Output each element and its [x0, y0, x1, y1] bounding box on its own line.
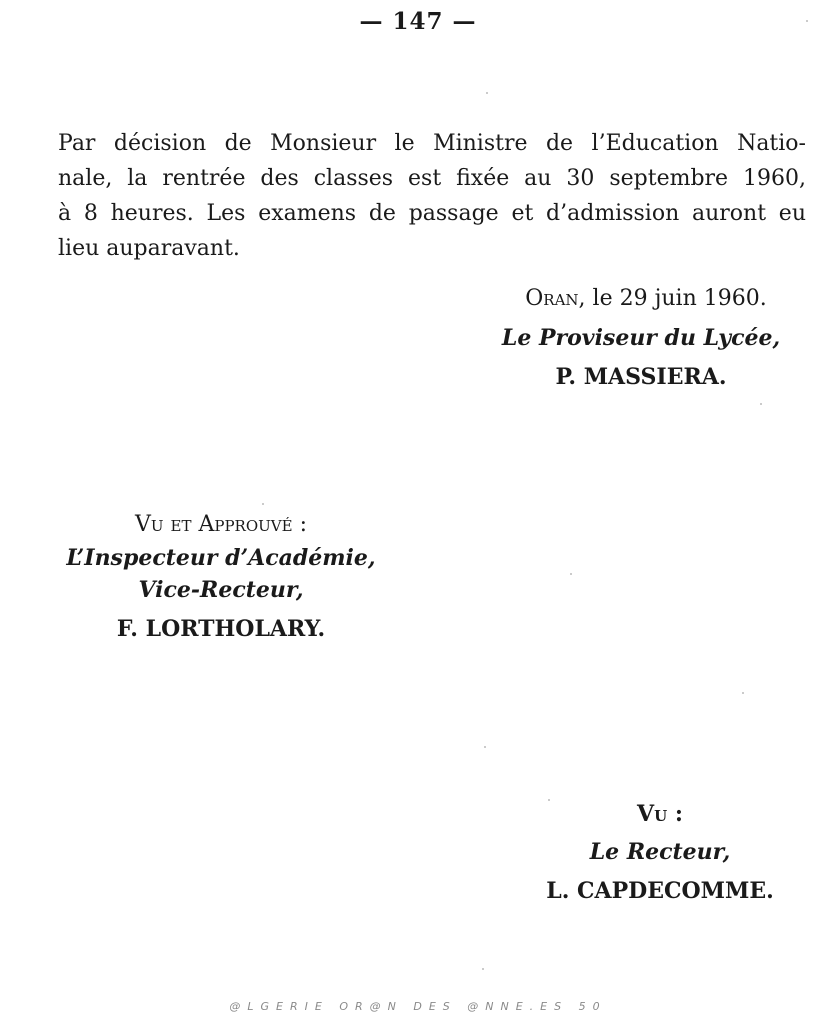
paragraph-line: Par décision de Monsieur le Ministre de l’Education Natio- — [58, 131, 806, 156]
proviseur-name: P. MASSIERA. — [555, 364, 727, 390]
scan-speck — [806, 20, 808, 22]
date-text: , le 29 juin 1960. — [578, 286, 767, 311]
paragraph-line: lieu auparavant. — [58, 236, 240, 261]
decision-paragraph — [58, 126, 806, 266]
proviseur-signature-block — [476, 282, 806, 394]
proviseur-title: Le Proviseur du Lycée, — [501, 325, 781, 351]
scan-speck — [482, 968, 484, 970]
scan-speck — [484, 746, 486, 748]
scan-speck — [486, 92, 488, 94]
scan-speck — [570, 573, 572, 575]
scan-speck — [548, 799, 550, 801]
seen-line: Vu : — [637, 801, 683, 827]
scan-speck — [262, 503, 264, 505]
scan-speck — [760, 403, 762, 405]
recteur-signature-block — [520, 795, 800, 911]
paragraph-line: à 8 heures. Les examens de passage et d’admission auront eu — [58, 201, 806, 226]
inspecteur-subtitle: Vice-Recteur, — [138, 577, 304, 603]
footer-watermark: @LGERIE OR@N DES @NNE.ES 50 — [229, 1000, 607, 1013]
page-number: — 147 — — [359, 8, 477, 35]
approval-line: Vu et Approuvé : — [135, 512, 307, 537]
recteur-title: Le Recteur, — [589, 839, 731, 865]
inspecteur-title: L’Inspecteur d’Académie, — [66, 545, 376, 571]
place-name: Oran — [525, 286, 579, 311]
place-date-line — [476, 282, 806, 316]
inspecteur-signature-block — [46, 507, 396, 651]
paragraph-line: nale, la rentrée des classes est fixée au 30 septembre 1960, — [58, 166, 806, 191]
recteur-name: L. CAPDECOMME. — [546, 878, 774, 904]
scan-speck — [742, 692, 744, 694]
inspecteur-name: F. LORTHOLARY. — [116, 616, 326, 642]
